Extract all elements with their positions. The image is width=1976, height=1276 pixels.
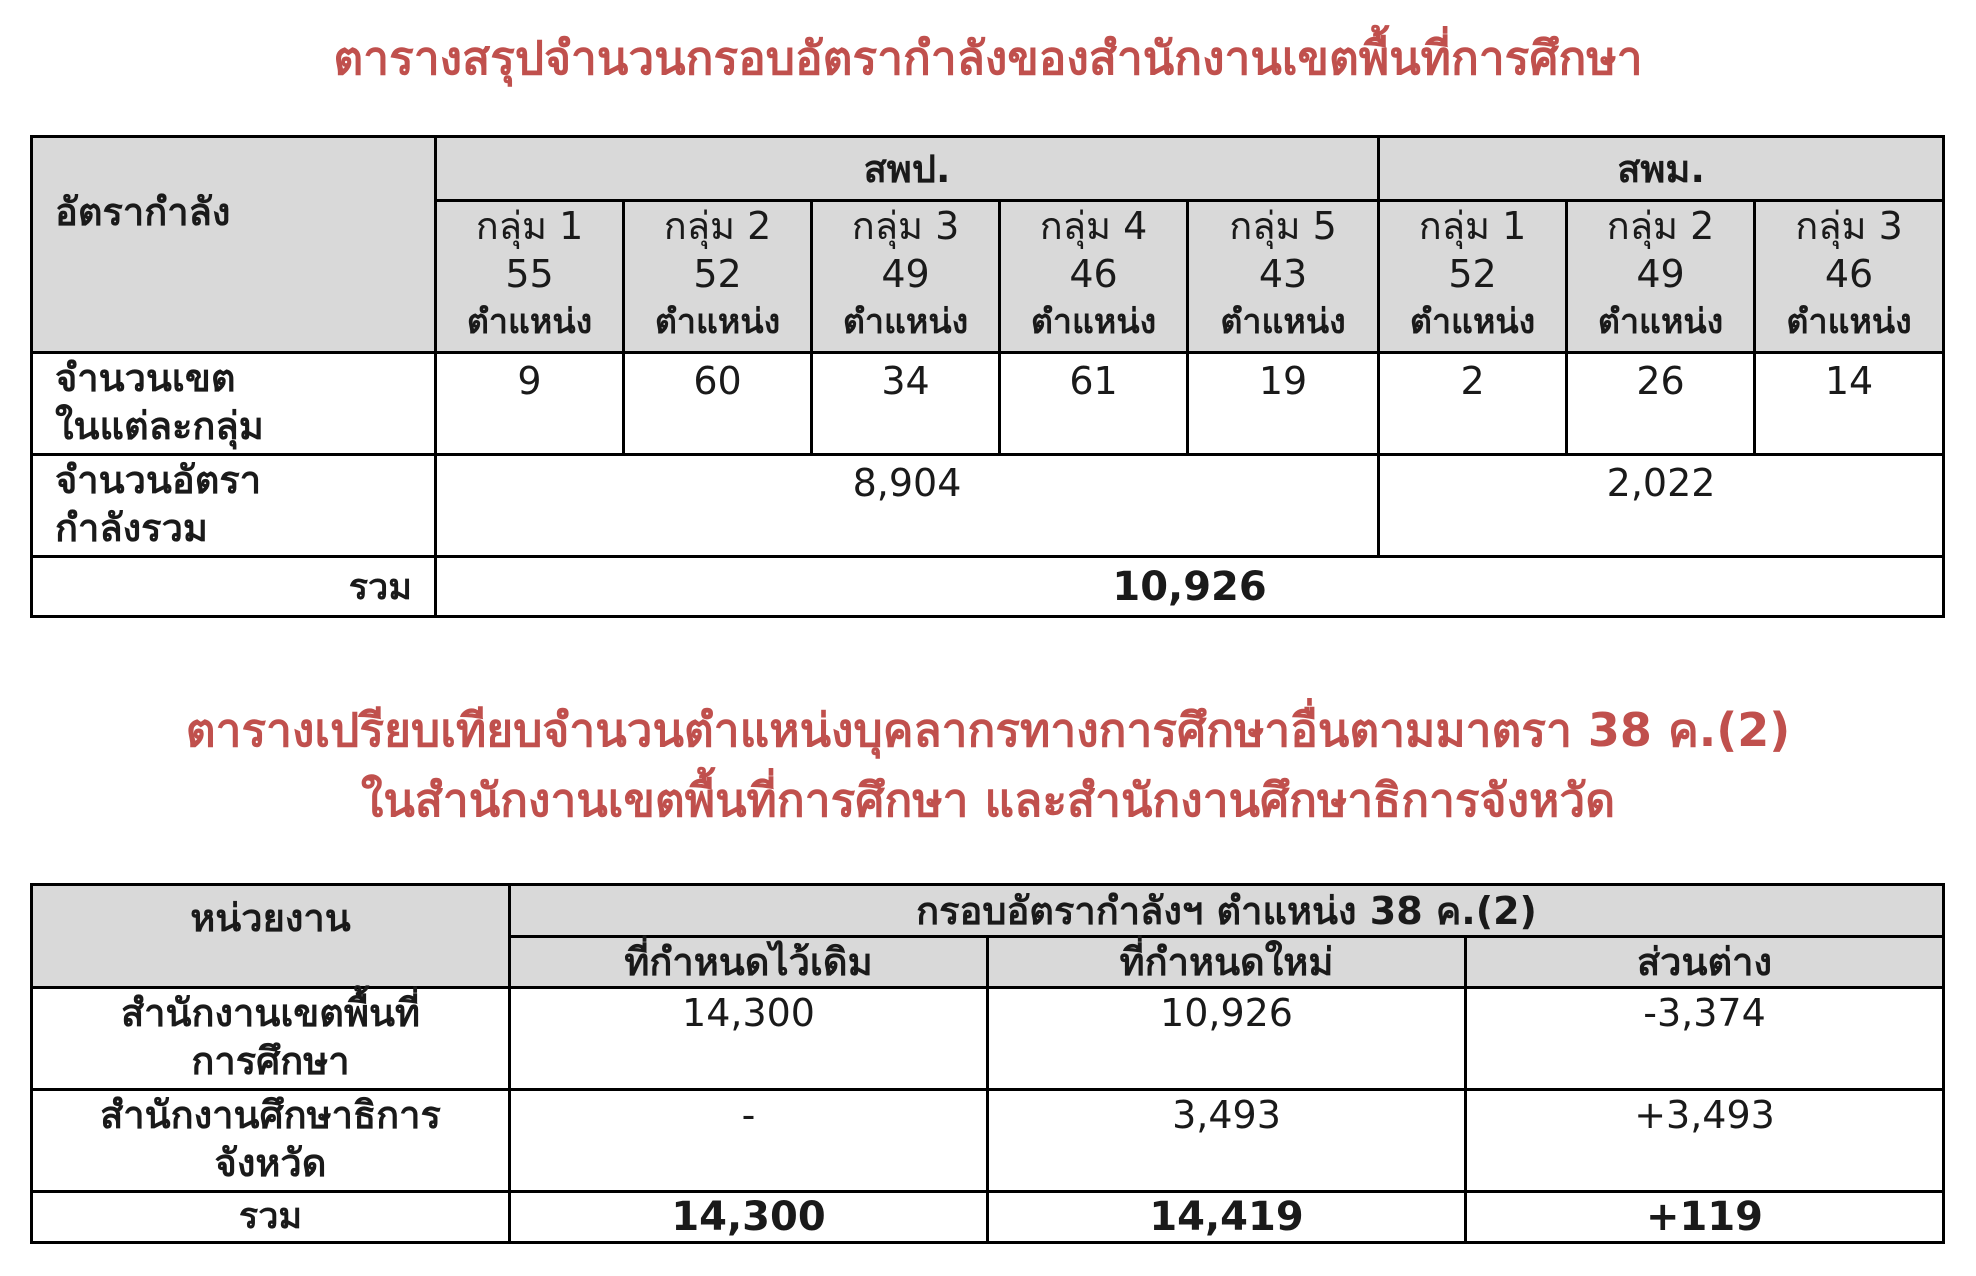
col-old-header: ที่กำหนดไว้เดิม [510, 937, 988, 988]
spm-total: 2,022 [1379, 455, 1944, 557]
diff-value: +3,493 [1466, 1090, 1944, 1192]
unit-name: สำนักงานศึกษาธิการ จังหวัด [32, 1090, 510, 1192]
group-count: 49 [1636, 252, 1685, 296]
sum-new: 14,419 [988, 1192, 1466, 1243]
districts-cell: 14 [1755, 353, 1944, 455]
group-name: กลุ่ม 2 [663, 204, 772, 248]
row-header-cell [32, 137, 436, 353]
districts-cell: 19 [1188, 353, 1379, 455]
group-header [1379, 201, 1567, 353]
group-unit: ตำแหน่ง [1220, 302, 1346, 342]
table2-title-line1: ตารางเปรียบเทียบจำนวนตำแหน่งบุคลากรทางการศึกษาอื่นตามมาตรา 38 ค.(2) [185, 703, 1791, 757]
group-count: 49 [881, 252, 930, 296]
districts-cell: 60 [624, 353, 812, 455]
col-diff-header: ส่วนต่าง [1466, 937, 1944, 988]
old-value: 14,300 [510, 988, 988, 1090]
table2-title-line2: ในสำนักงานเขตพื้นที่การศึกษา และสำนักงานศึกษาธิการจังหวัด [360, 773, 1616, 827]
districts-cell: 2 [1379, 353, 1567, 455]
spp-header: สพป. [436, 137, 1379, 201]
group-unit: ตำแหน่ง [1030, 302, 1157, 342]
group-header [1188, 201, 1379, 353]
unit-name: สำนักงานเขตพื้นที่ การศึกษา [32, 988, 510, 1090]
spm-header: สพม. [1379, 137, 1944, 201]
districts-cell: 61 [1000, 353, 1188, 455]
group-unit: ตำแหน่ง [466, 302, 593, 342]
group-count: 52 [1448, 252, 1497, 296]
group-header [624, 201, 812, 353]
group-name: กลุ่ม 4 [1039, 204, 1148, 248]
districts-cell: 34 [812, 353, 1000, 455]
group-unit: ตำแหน่ง [1597, 302, 1724, 342]
group-count: 46 [1069, 252, 1118, 296]
group-unit: ตำแหน่ง [654, 302, 781, 342]
group-header [436, 201, 624, 353]
group-unit: ตำแหน่ง [1786, 302, 1912, 342]
diff-value: -3,374 [1466, 988, 1944, 1090]
group-name: กลุ่ม 3 [1795, 204, 1903, 248]
table2-title [0, 695, 1976, 835]
sum-old: 14,300 [510, 1192, 988, 1243]
total-workforce-label: จำนวนอัตรา กำลังรวม [32, 455, 436, 557]
frame-header: กรอบอัตรากำลังฯ ตำแหน่ง 38 ค.(2) [510, 885, 1944, 937]
comparison-table [30, 883, 1945, 1244]
unit-header: หน่วยงาน [32, 885, 510, 988]
group-name: กลุ่ม 1 [475, 204, 584, 248]
new-value: 3,493 [988, 1090, 1466, 1192]
districts-label: จำนวนเขต ในแต่ละกลุ่ม [32, 353, 436, 455]
old-value: - [510, 1090, 988, 1192]
group-header [1000, 201, 1188, 353]
workforce-summary-table [30, 135, 1945, 618]
group-count: 43 [1258, 252, 1308, 296]
new-value: 10,926 [988, 988, 1466, 1090]
sum-label: รวม [32, 557, 436, 617]
group-header [1755, 201, 1944, 353]
group-name: กลุ่ม 3 [851, 204, 960, 248]
row-header: อัตรากำลัง [55, 190, 231, 234]
group-count: 52 [693, 252, 742, 296]
sum-diff: +119 [1466, 1192, 1944, 1243]
group-name: กลุ่ม 2 [1606, 204, 1715, 248]
sum-label: รวม [32, 1192, 510, 1243]
group-header [812, 201, 1000, 353]
group-count: 55 [505, 252, 554, 296]
group-count: 46 [1824, 252, 1874, 296]
col-new-header: ที่กำหนดใหม่ [988, 937, 1466, 988]
spp-total: 8,904 [436, 455, 1379, 557]
grand-total: 10,926 [436, 557, 1944, 617]
group-name: กลุ่ม 5 [1229, 204, 1337, 248]
districts-cell: 26 [1567, 353, 1755, 455]
table1-title: ตารางสรุปจำนวนกรอบอัตรากำลังของสำนักงานเขตพื้นที่การศึกษา [333, 31, 1643, 85]
districts-cell: 9 [436, 353, 624, 455]
group-unit: ตำแหน่ง [1409, 302, 1536, 342]
group-unit: ตำแหน่ง [842, 302, 969, 342]
group-header [1567, 201, 1755, 353]
group-name: กลุ่ม 1 [1418, 204, 1527, 248]
